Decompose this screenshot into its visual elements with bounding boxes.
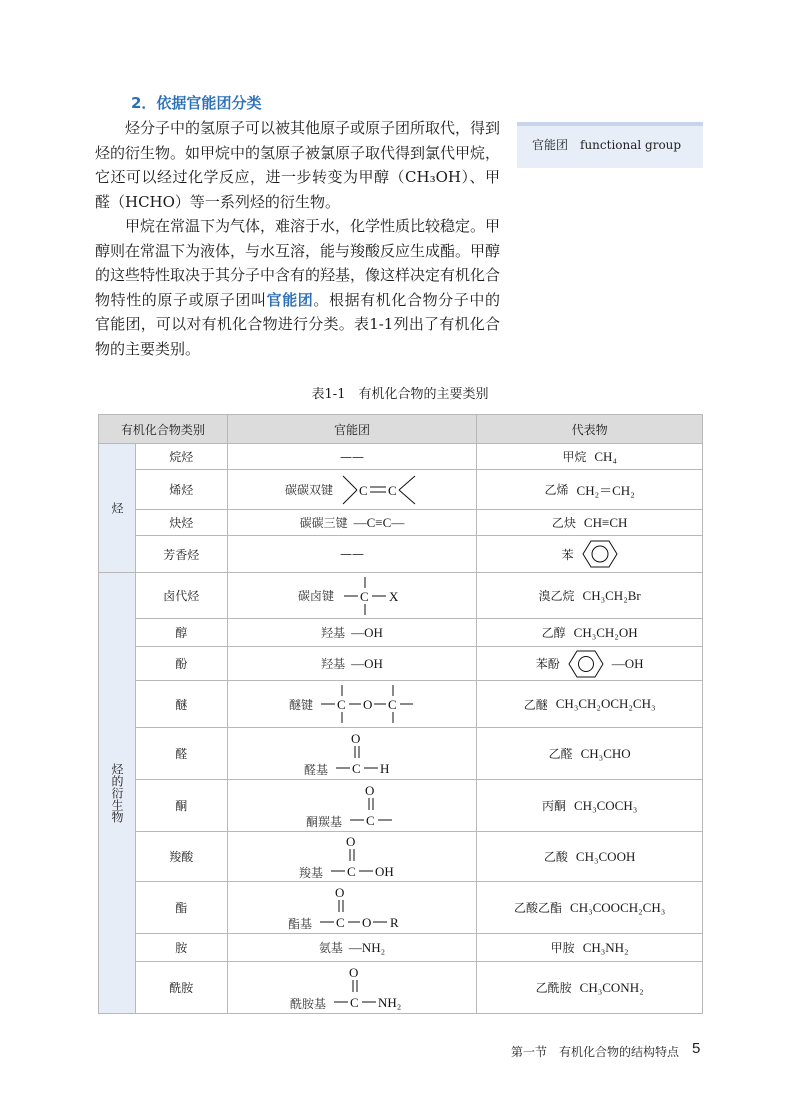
svg-text:C: C <box>359 588 369 604</box>
table-row <box>99 619 703 647</box>
header-functional-group: 官能团 <box>227 415 477 444</box>
svg-text:C: C <box>358 482 368 498</box>
class-name: 醚 <box>135 681 227 728</box>
carboxyl-structure <box>329 833 405 881</box>
representative: 甲胺 CH₃NH₂ <box>477 934 703 962</box>
functional-group: 氨基 —NH₂ <box>227 934 477 962</box>
representative: 乙酰胺 CH₃CONH₂ <box>477 962 703 1014</box>
representative: 乙烯 CH₂＝CH₂ <box>477 470 703 510</box>
class-name: 酚 <box>135 647 227 681</box>
table-header-row <box>99 415 703 444</box>
group-derivative: 烃的衍生物 <box>99 573 136 1014</box>
table-row <box>99 934 703 962</box>
class-name: 卤代烃 <box>135 573 227 619</box>
functional-group: 碳碳三键 —C≡C— <box>227 510 477 536</box>
double-bond-structure <box>339 472 419 508</box>
term-functional-group: 官能团 <box>266 290 314 309</box>
svg-text:O: O <box>362 697 373 712</box>
paragraph-2-text-b: 。根据有机化合物分子中的官能团，可以对有机化合物进行分类。表1-1列出了有机化合物的主要类别。 <box>95 290 500 358</box>
table-row <box>99 444 703 470</box>
ester-structure <box>318 884 416 932</box>
svg-text:O: O <box>364 782 375 798</box>
table-row <box>99 510 703 536</box>
amide-structure <box>332 964 414 1012</box>
ether-structure <box>319 683 415 725</box>
svg-text:NH₂: NH₂ <box>377 994 402 1010</box>
functional-group: 羧基 O C OH <box>227 832 477 882</box>
table-row <box>99 536 703 573</box>
benzene-ring-icon <box>582 539 618 569</box>
table-row <box>99 470 703 510</box>
svg-text:X: X <box>388 588 399 604</box>
section-title: 2．依据官能团分类 <box>131 94 262 112</box>
paragraph-1: 烃分子中的氢原子可以被其他原子或原子团所取代，得到烃的衍生物。如甲烷中的氢原子被氯原子取代得到氯代甲烷，它还可以经过化学反应，进一步转变为甲醇（CH₃OH）、甲醛（HCHO）等一系列烃的衍生物。 <box>95 119 501 211</box>
functional-group: 羟基 —OH <box>227 647 477 681</box>
class-name: 酯 <box>135 882 227 934</box>
functional-group: 酯基 O C O R <box>227 882 477 934</box>
paragraph-2 <box>95 214 500 361</box>
glossary-sidebox: 官能团 functional group <box>517 122 703 168</box>
class-name: 烷烃 <box>135 444 227 470</box>
representative: 乙酸乙酯 CH₃COOCH₂CH₃ <box>477 882 703 934</box>
header-category: 有机化合物类别 <box>99 415 228 444</box>
svg-text:C: C <box>346 863 356 879</box>
class-name: 酮 <box>135 780 227 832</box>
representative: 乙酸 CH₃COOH <box>477 832 703 882</box>
functional-group: 酰胺基 O C NH₂ <box>227 962 477 1014</box>
representative: 乙醇 CH₃CH₂OH <box>477 619 703 647</box>
table-row <box>99 728 703 780</box>
aldehyde-structure <box>334 730 400 778</box>
functional-group: 碳卤键 C X <box>227 573 477 619</box>
class-name: 胺 <box>135 934 227 962</box>
class-name: 炔烃 <box>135 510 227 536</box>
svg-text:OH: OH <box>374 863 394 879</box>
representative: 苯酚 —OH <box>477 647 703 681</box>
class-name: 酰胺 <box>135 962 227 1014</box>
functional-group: 醛基 O C H <box>227 728 477 780</box>
table-row <box>99 647 703 681</box>
phenol-ring-icon <box>568 650 604 678</box>
representative: 乙炔 CH≡CH <box>477 510 703 536</box>
svg-text:C: C <box>349 994 359 1010</box>
representative: 溴乙烷 CH₃CH₂Br <box>477 573 703 619</box>
page-number: 5 <box>692 1040 701 1057</box>
svg-text:O: O <box>345 833 356 849</box>
header-representative: 代表物 <box>477 415 703 444</box>
svg-text:C: C <box>336 697 346 712</box>
table-row <box>99 681 703 728</box>
functional-group: 碳碳双键 C C <box>227 470 477 510</box>
class-name: 羧酸 <box>135 832 227 882</box>
svg-text:O: O <box>334 884 345 900</box>
class-name: 烯烃 <box>135 470 227 510</box>
group-hydrocarbon: 烃 <box>99 444 136 573</box>
svg-text:C: C <box>335 914 345 930</box>
functional-group: 酮羰基 O C <box>227 780 477 832</box>
class-name: 醛 <box>135 728 227 780</box>
svg-text:O: O <box>348 964 359 980</box>
representative: 乙醚 CH₃CH₂OCH₂CH₃ <box>477 681 703 728</box>
table-caption: 表1-1 有机化合物的主要类别 <box>311 387 489 402</box>
classification-table <box>98 414 703 1014</box>
halide-bond-structure <box>340 575 406 617</box>
table-row <box>99 780 703 832</box>
class-name: 芳香烃 <box>135 536 227 573</box>
class-name: 醇 <box>135 619 227 647</box>
table-row <box>99 573 703 619</box>
table-row <box>99 882 703 934</box>
representative: 苯 <box>477 536 703 573</box>
functional-group: —— <box>227 444 477 470</box>
functional-group: 醚键 C O C <box>227 681 477 728</box>
footer-chapter: 第一节 有机化合物的结构特点 <box>511 1045 680 1059</box>
svg-text:C: C <box>351 760 361 776</box>
functional-group: 羟基 —OH <box>227 619 477 647</box>
svg-text:C: C <box>365 812 375 828</box>
svg-text:R: R <box>389 914 399 930</box>
ketone-structure <box>348 782 398 830</box>
functional-group: —— <box>227 536 477 573</box>
svg-text:O: O <box>361 914 372 930</box>
svg-text:C: C <box>387 697 397 712</box>
representative: 乙醛 CH₃CHO <box>477 728 703 780</box>
paragraph-2-text-a: 甲烷在常温下为气体，难溶于水，化学性质比较稳定。甲醇则在常温下为液体，与水互溶，能与羧酸反应生成酯。甲醇的这些特性取决于其分子中含有的羟基，像这样决定有机化合物特性的原子或原子团叫 <box>95 217 501 309</box>
representative: 丙酮 CH₃COCH₃ <box>477 780 703 832</box>
table-row <box>99 962 703 1014</box>
table-row <box>99 832 703 882</box>
svg-text:H: H <box>379 760 390 776</box>
svg-text:O: O <box>350 730 361 746</box>
svg-text:C: C <box>387 482 397 498</box>
representative: 甲烷 CH₄ <box>477 444 703 470</box>
